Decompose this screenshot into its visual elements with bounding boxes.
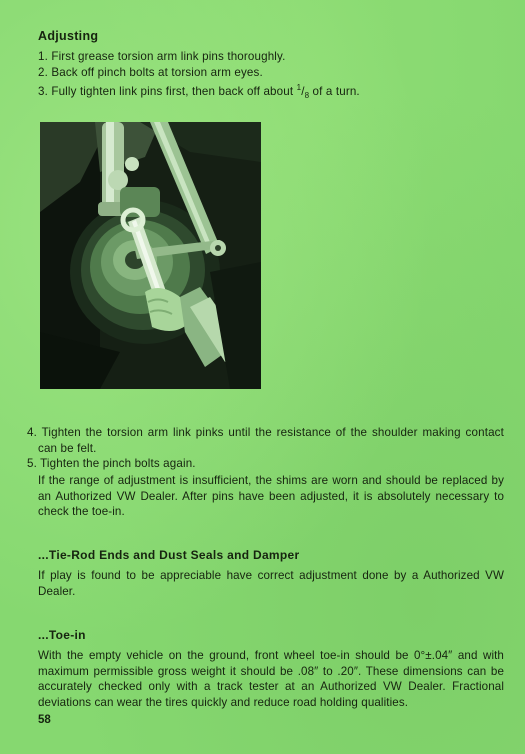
step-4: 4. Tighten the torsion arm link pinks until the resistance of the shoulder making contact can be felt. bbox=[27, 426, 504, 455]
fraction-denominator: 8 bbox=[304, 91, 310, 101]
adjusting-steps-bottom bbox=[27, 425, 504, 472]
section-heading-tie-rod: ...Tie-Rod Ends and Dust Seals and Damper bbox=[38, 548, 300, 562]
step-3: 3. Fully tighten link pins first, then back off about $^1/_8$ of a turn. bbox=[38, 83, 360, 101]
step-2: 2. Back off pinch bolts at torsion arm eyes. bbox=[38, 65, 263, 79]
page-number: 58 bbox=[38, 714, 51, 726]
fraction-numerator: 1 bbox=[296, 83, 302, 92]
toe-in-paragraph: With the empty vehicle on the ground, front wheel toe-in should be 0°±.04″ and with maximum permissible gross weight it should be .08″ to .20″. These dimensions can be accurately checked only with a track tester at an Authorized VW Dealer. Fractional deviations can wear the tires quickly and reduce road holding qualities. bbox=[38, 649, 504, 709]
adjusting-note-paragraph: If the range of adjustment is insufficient, the shims are worn and should be replaced by an Authorized VW Dealer. After pins have been adjusted, it is absolutely necessary to check the toe-in. bbox=[38, 474, 504, 518]
step-3-text-suffix: of a turn. bbox=[309, 84, 360, 98]
step-3-text-prefix: 3. Fully tighten link pins first, then back off about bbox=[38, 84, 297, 98]
tie-rod-paragraph: If play is found to be appreciable have correct adjustment done by a Authorized VW Dealer. bbox=[38, 569, 504, 598]
step-5: 5. Tighten the pinch bolts again. bbox=[27, 457, 196, 470]
step-1: 1. First grease torsion arm link pins thoroughly. bbox=[38, 50, 286, 63]
photo-wrench-on-torsion-arm-link-pin bbox=[40, 122, 261, 389]
section-heading-toe-in: ...Toe-in bbox=[38, 628, 86, 642]
section-title-adjusting: Adjusting bbox=[38, 29, 99, 43]
adjusting-steps-top bbox=[38, 49, 360, 104]
